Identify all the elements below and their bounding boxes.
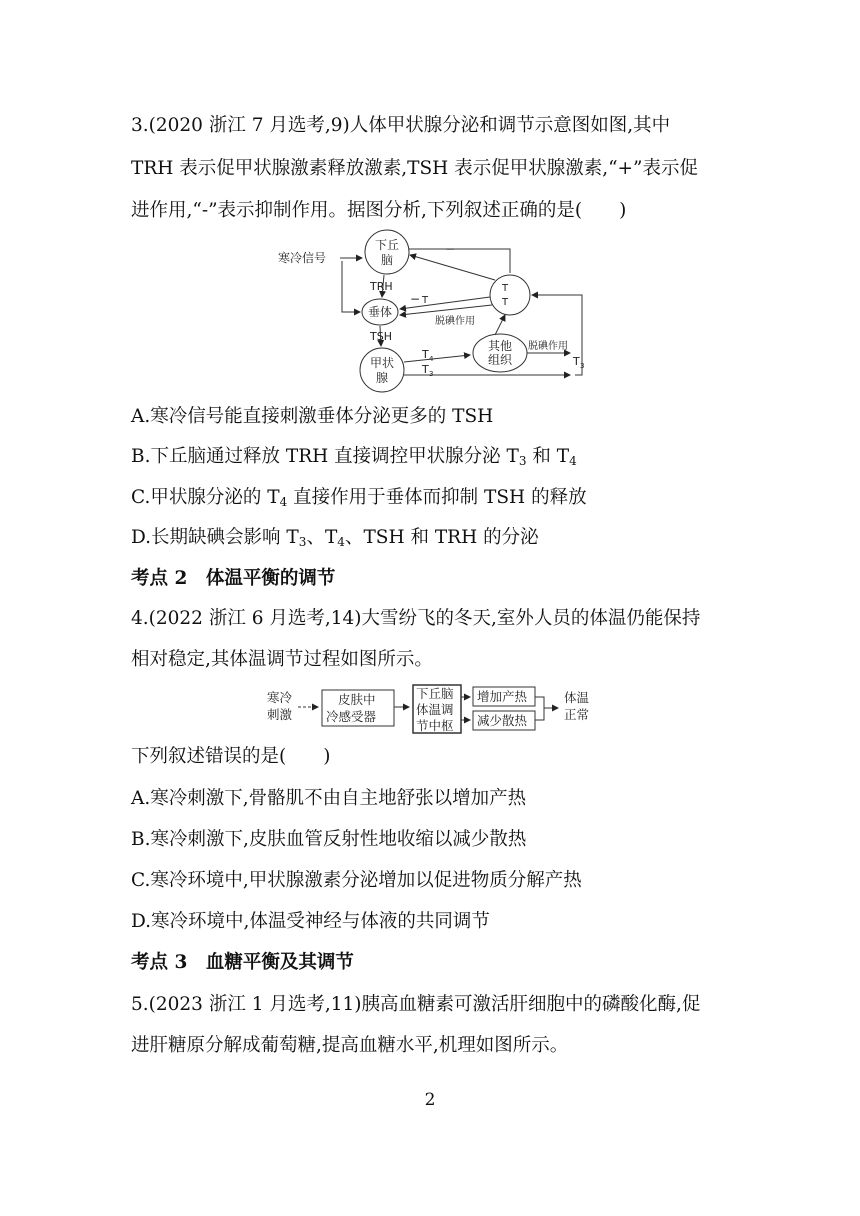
q3-option-d-text-2: 、T (306, 527, 338, 548)
other-tissue-label-2: 组织 (488, 353, 513, 367)
cold-bypass-arrow (342, 261, 360, 312)
deiodination-label-2: 脱碘作用 (528, 341, 568, 352)
q4-line-1: 4.(2022 浙江 6 月选考,14)大雪纷飞的冬天,室外人员的体温仍能保持 (131, 608, 701, 629)
cold-signal-label: 寒冷信号 (278, 251, 327, 265)
tsh-label: TSH (370, 330, 392, 343)
q3-option-d-sub-1: 3 (298, 535, 307, 549)
center-label-3: 节中枢 (416, 718, 454, 733)
center-label-1: 下丘脑 (416, 686, 454, 701)
q3-line-3: 进作用,“-”表示抑制作用。据图分析,下列叙述正确的是( ) (131, 200, 627, 221)
t3-label: T (422, 363, 429, 376)
q3-option-c-text-2: 直接作用于垂体而抑制 TSH 的释放 (293, 487, 587, 508)
skin-receptor-label-1: 皮肤中 (338, 692, 376, 707)
t4-circle-label: T (502, 297, 509, 308)
q5-line-1: 5.(2023 浙江 1 月选考,11)胰高血糖素可激活肝细胞中的磷酸化酶,促 (131, 994, 701, 1015)
hypothalamus-label-2: 脑 (381, 253, 394, 267)
q4-line-2: 相对稳定,其体温调节过程如图所示。 (131, 649, 433, 670)
t3-circle-label: T (502, 283, 509, 294)
q4-option-a: A.寒冷刺激下,骨骼肌不由自主地舒张以增加产热 (131, 788, 527, 809)
q3-option-c (131, 489, 587, 508)
q3-option-b-text-2: 和 T (532, 446, 570, 467)
t3-sub: 3 (429, 370, 434, 378)
t4-sub: 4 (429, 355, 434, 363)
stimulus-label-1: 寒冷 (267, 690, 293, 705)
thyroid-t4-arrow (404, 355, 470, 362)
heat-down-label: 减少散热 (477, 713, 528, 728)
trh-label: TRH (370, 280, 393, 293)
q4-stem: 下列叙述错误的是( ) (131, 746, 331, 767)
feedback-t3-label: T (422, 295, 429, 306)
q5-line-2: 进肝糖原分解成葡萄糖,提高血糖水平,机理如图所示。 (131, 1035, 569, 1056)
page-number: 2 (424, 1090, 436, 1110)
merge-bracket (535, 697, 544, 720)
q3-option-d (131, 529, 539, 548)
q3-line-1: 3.(2020 浙江 7 月选考,9)人体甲状腺分泌和调节示意图如图,其中 (131, 115, 671, 136)
thyroid-label-2: 腺 (376, 371, 389, 385)
pituitary-label: 垂体 (368, 305, 393, 319)
q4-option-b: B.寒冷刺激下,皮肤血管反射性地收缩以减少散热 (131, 829, 527, 850)
q3-option-b (131, 448, 577, 467)
section-heading-2: 考点 2 体温平衡的调节 (131, 568, 336, 589)
t3-right-sub: 3 (580, 362, 585, 370)
other-to-t3t4-arrow (495, 315, 505, 335)
heat-up-label: 增加产热 (477, 689, 528, 704)
q3-option-c-text-1: C.甲状腺分泌的 T (131, 487, 280, 508)
thyroid-node (360, 348, 404, 392)
q3-option-b-sub-2: 4 (569, 454, 577, 468)
other-tissue-label-1: 其他 (488, 339, 513, 353)
center-label-2: 体温调 (416, 702, 454, 717)
stimulus-label-2: 刺激 (267, 707, 293, 722)
q3-option-c-sub: 4 (279, 495, 288, 509)
minus-sign-2: − (410, 292, 421, 306)
q3-option-b-text-1: B.下丘脑通过释放 TRH 直接调控甲状腺分泌 T (131, 446, 519, 467)
q4-option-d: D.寒冷环境中,体温受神经与体液的共同调节 (131, 911, 490, 932)
section-heading-3: 考点 3 血糖平衡及其调节 (131, 952, 354, 973)
hypothalamus-label-1: 下丘 (375, 238, 400, 252)
normal-label-1: 体温 (564, 690, 590, 705)
feedback-hypothalamus-arrow (410, 255, 495, 280)
skin-receptor-label-2: 冷感受器 (326, 709, 377, 724)
q3-option-b-sub-1: 3 (518, 454, 527, 468)
q3-option-a: A.寒冷信号能直接刺激垂体分泌更多的 TSH (131, 406, 494, 427)
q3-line-2: TRH 表示促甲状腺激素释放激素,TSH 表示促甲状腺激素,“+”表示促 (131, 158, 698, 179)
t4-label: T (422, 348, 429, 361)
thermoregulation-diagram (262, 684, 602, 736)
deiodination-label-1: 脱碘作用 (435, 316, 475, 327)
thyroid-label-1: 甲状 (370, 356, 395, 370)
normal-label-2: 正常 (564, 707, 590, 722)
q3-option-d-text-3: 、TSH 和 TRH 的分泌 (344, 527, 539, 548)
deiodination-arrow (400, 305, 492, 315)
t3-t4-node (490, 275, 530, 315)
t3-right-label: T (573, 355, 580, 368)
minus-sign-1: − (445, 242, 456, 256)
q4-option-c: C.寒冷环境中,甲状腺激素分泌增加以促进物质分解产热 (131, 870, 582, 891)
thyroid-regulation-diagram (270, 225, 600, 395)
hypothalamus-node (365, 230, 409, 274)
q3-option-d-sub-2: 4 (337, 535, 345, 549)
q3-option-d-text-1: D.长期缺碘会影响 T (131, 527, 299, 548)
